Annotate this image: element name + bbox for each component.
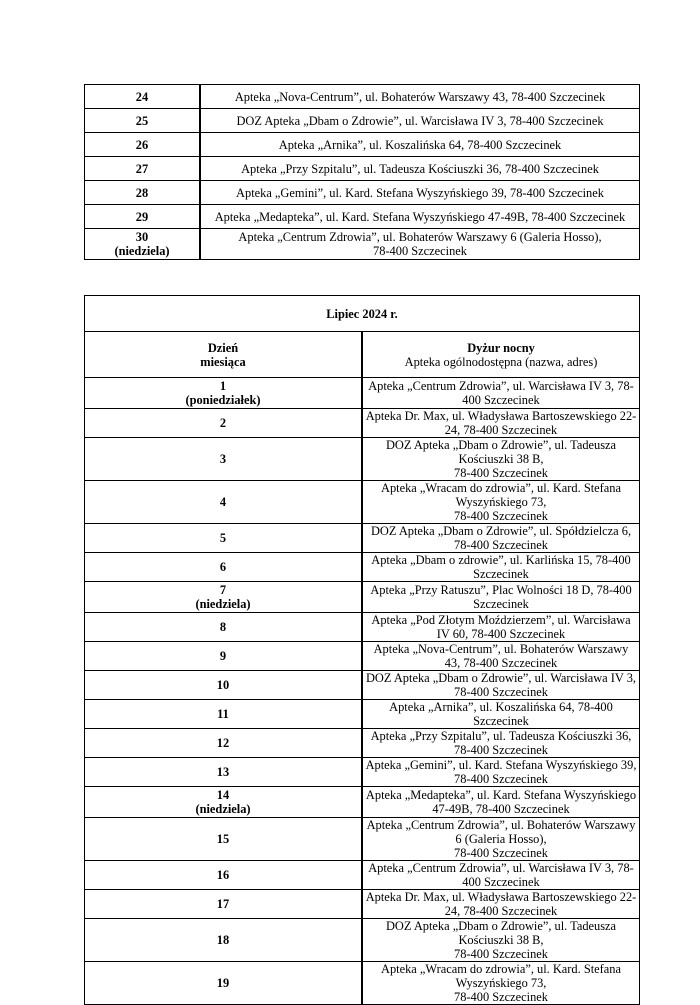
header-day-of-month [85,332,363,378]
pharmacy-name-address: Apteka „Medapteka”, ul. Kard. Stefana Wyszyńskiego 47-49B, 78-400 Szczecinek [214,209,626,224]
pharmacy-cell [362,962,640,1005]
table-row [85,613,640,642]
header-duty-subtitle: Apteka ogólnodostępna (nazwa, adres) [404,354,598,369]
pharmacy-cell [200,157,640,181]
table-title-row [85,296,640,332]
pharmacy-cell [200,109,640,133]
day-number: 24 [135,89,149,104]
pharmacy-cell [362,378,640,409]
day-of-month-cell [85,85,201,109]
day-of-month-cell [85,181,201,205]
table-row [85,438,640,481]
pharmacy-name-address: Apteka „Centrum Zdrowia”, ul. Bohaterów Warszawy 6 (Galeria Hosso), [366,818,636,846]
table-row [85,700,640,729]
table-row [85,378,640,409]
table-row [85,524,640,553]
pharmacy-cell [362,861,640,890]
table-row [85,729,640,758]
pharmacy-cell [200,229,640,260]
day-weekday-note: (niedziela) [195,597,251,611]
pharmacy-cell [362,818,640,861]
day-of-month-cell [85,157,201,181]
header-day-line1: Dzień [207,340,239,355]
pharmacy-name-address: Apteka „Przy Ratuszu”, Plac Wolności 18 D, 78-400 Szczecinek [370,583,632,611]
pharmacy-name-address: Apteka „Medapteka”, ul. Kard. Stefana Wyszyńskiego 47-49B, 78-400 Szczecinek [365,788,637,816]
day-number: 1 [219,379,227,393]
day-number: 26 [135,137,149,152]
day-number: 10 [216,678,230,692]
day-of-month-cell [85,109,201,133]
table-row [85,85,640,109]
pharmacy-cell [362,582,640,613]
day-of-month-cell [85,481,363,524]
pharmacy-name-address: Apteka „Gemini”, ul. Kard. Stefana Wyszyńskiego 39, 78-400 Szczecinek [236,185,604,200]
pharmacy-address-continued: 78-400 Szczecinek [373,244,467,258]
pharmacy-cell [362,642,640,671]
day-number: 27 [135,161,149,176]
table-title: Lipiec 2024 r. [85,296,640,332]
table-row [85,229,640,260]
pharmacy-cell [362,438,640,481]
day-number: 28 [135,185,149,200]
day-number: 16 [216,868,230,882]
pharmacy-cell [362,787,640,818]
day-number: 9 [219,649,227,663]
table-body [85,85,640,260]
pharmacy-cell [362,481,640,524]
day-number: 6 [219,560,227,574]
day-of-month-cell [85,553,363,582]
table-header-row [85,332,640,378]
day-of-month-cell [85,818,363,861]
table-row [85,133,640,157]
day-of-month-cell [85,409,363,438]
table-row [85,109,640,133]
pharmacy-cell [200,205,640,229]
pharmacy-name-address: Apteka „Nova-Centrum”, ul. Bohaterów Warszawy 43, 78-400 Szczecinek [373,642,629,670]
table-row [85,890,640,919]
day-weekday-note: (niedziela) [195,802,251,816]
pharmacy-cell [362,700,640,729]
pharmacy-address-continued: 78-400 Szczecinek [454,947,548,961]
day-of-month-cell [85,582,363,613]
table-row [85,553,640,582]
day-of-month-cell [85,919,363,962]
day-of-month-cell [85,378,363,409]
pharmacy-name-address: DOZ Apteka „Dbam o Zdrowie”, ul. Tadeusza Kościuszki 38 B, [385,919,617,947]
pharmacy-address-continued: 78-400 Szczecinek [454,846,548,860]
pharmacy-cell [200,133,640,157]
day-number: 29 [135,209,149,224]
header-night-duty [362,332,640,378]
table-row [85,642,640,671]
pharmacy-name-address: Apteka „Pod Złotym Moździerzem”, ul. Warcisława IV 60, 78-400 Szczecinek [371,613,631,641]
pharmacy-name-address: Apteka „Centrum Zdrowia”, ul. Bohaterów Warszawy 6 (Galeria Hosso), [238,230,602,244]
table-row [85,919,640,962]
duty-table-july-2024 [84,295,640,1005]
day-of-month-cell [85,890,363,919]
table-row [85,671,640,700]
pharmacy-cell [362,919,640,962]
day-number: 30 [135,230,149,244]
day-number: 4 [219,495,227,509]
pharmacy-address-continued: 78-400 Szczecinek [454,466,548,480]
pharmacy-address-continued: 78-400 Szczecinek [454,509,548,523]
pharmacy-address-continued: 78-400 Szczecinek [454,990,548,1004]
pharmacy-name-address: DOZ Apteka „Dbam o Zdrowie”, ul. Tadeusza Kościuszki 38 B, [385,438,617,466]
day-number: 13 [216,765,230,779]
day-of-month-cell [85,205,201,229]
table-row [85,181,640,205]
table-row [85,758,640,787]
day-number: 19 [216,976,230,990]
pharmacy-name-address: DOZ Apteka „Dbam o Zdrowie”, ul. Warcisława IV 3, 78-400 Szczecinek [236,113,604,128]
header-day-line2: miesiąca [200,354,246,369]
day-of-month-cell [85,729,363,758]
table-row [85,818,640,861]
pharmacy-name-address: DOZ Apteka „Dbam o Zdrowie”, ul. Warcisława IV 3, 78-400 Szczecinek [365,671,637,699]
table-body [85,296,640,1005]
table-row [85,582,640,613]
table-row [85,409,640,438]
pharmacy-name-address: Apteka „Nova-Centrum”, ul. Bohaterów Warszawy 43, 78-400 Szczecinek [234,89,606,104]
pharmacy-name-address: Apteka „Przy Szpitalu”, ul. Tadeusza Kościuszki 36, 78-400 Szczecinek [370,729,632,757]
pharmacy-cell [362,613,640,642]
header-duty-title: Dyżur nocny [467,340,535,355]
day-number: 14 [216,788,230,802]
table-row [85,861,640,890]
table-row [85,481,640,524]
day-of-month-cell [85,787,363,818]
pharmacy-cell [362,671,640,700]
pharmacy-name-address: Apteka „Arnika”, ul. Koszalińska 64, 78-400 Szczecinek [278,137,562,152]
pharmacy-name-address: Apteka „Wracam do zdrowia”, ul. Kard. Stefana Wyszyńskiego 73, [381,481,621,509]
pharmacy-cell [362,890,640,919]
day-weekday-note: (poniedziałek) [185,393,261,407]
day-of-month-cell [85,758,363,787]
day-number: 17 [216,897,230,911]
pharmacy-cell [362,524,640,553]
day-number: 8 [219,620,227,634]
pharmacy-name-address: Apteka „Arnika”, ul. Koszalińska 64, 78-400 Szczecinek [389,700,613,728]
day-of-month-cell [85,613,363,642]
day-weekday-note: (niedziela) [114,244,170,258]
table-row [85,205,640,229]
day-number: 5 [219,531,227,545]
pharmacy-cell [362,758,640,787]
table-row [85,787,640,818]
pharmacy-name-address: Apteka „Centrum Zdrowia”, ul. Warcisława IV 3, 78-400 Szczecinek [368,379,634,407]
day-number: 18 [216,933,230,947]
day-of-month-cell [85,438,363,481]
day-of-month-cell [85,642,363,671]
pharmacy-name-address: Apteka „Wracam do zdrowia”, ul. Kard. Stefana Wyszyńskiego 73, [381,962,621,990]
table-row [85,157,640,181]
day-of-month-cell [85,229,201,260]
day-number: 11 [217,707,229,721]
day-number: 7 [219,583,227,597]
pharmacy-name-address: Apteka Dr. Max, ul. Władysława Bartoszewskiego 22-24, 78-400 Szczecinek [365,890,637,918]
day-of-month-cell [85,671,363,700]
day-number: 12 [216,736,230,750]
day-of-month-cell [85,861,363,890]
pharmacy-name-address: DOZ Apteka „Dbam o Zdrowie”, ul. Spółdzielcza 6, 78-400 Szczecinek [370,524,632,552]
pharmacy-cell [362,553,640,582]
day-of-month-cell [85,133,201,157]
pharmacy-name-address: Apteka „Dbam o zdrowie”, ul. Karlińska 15, 78-400 Szczecinek [371,553,631,581]
pharmacy-name-address: Apteka „Centrum Zdrowia”, ul. Warcisława IV 3, 78-400 Szczecinek [368,861,634,889]
day-of-month-cell [85,700,363,729]
day-of-month-cell [85,524,363,553]
day-of-month-cell [85,962,363,1005]
duty-table-previous-month [84,84,640,260]
pharmacy-cell [362,729,640,758]
pharmacy-name-address: Apteka „Gemini”, ul. Kard. Stefana Wyszyńskiego 39, 78-400 Szczecinek [365,758,637,786]
pharmacy-name-address: Apteka Dr. Max, ul. Władysława Bartoszewskiego 22-24, 78-400 Szczecinek [365,409,637,437]
day-number: 3 [219,452,227,466]
table-row [85,962,640,1005]
day-number: 25 [135,113,149,128]
day-number: 2 [219,416,227,430]
day-number: 15 [216,832,230,846]
pharmacy-cell [200,85,640,109]
pharmacy-cell [362,409,640,438]
pharmacy-cell [200,181,640,205]
pharmacy-name-address: Apteka „Przy Szpitalu”, ul. Tadeusza Kościuszki 36, 78-400 Szczecinek [241,161,599,176]
